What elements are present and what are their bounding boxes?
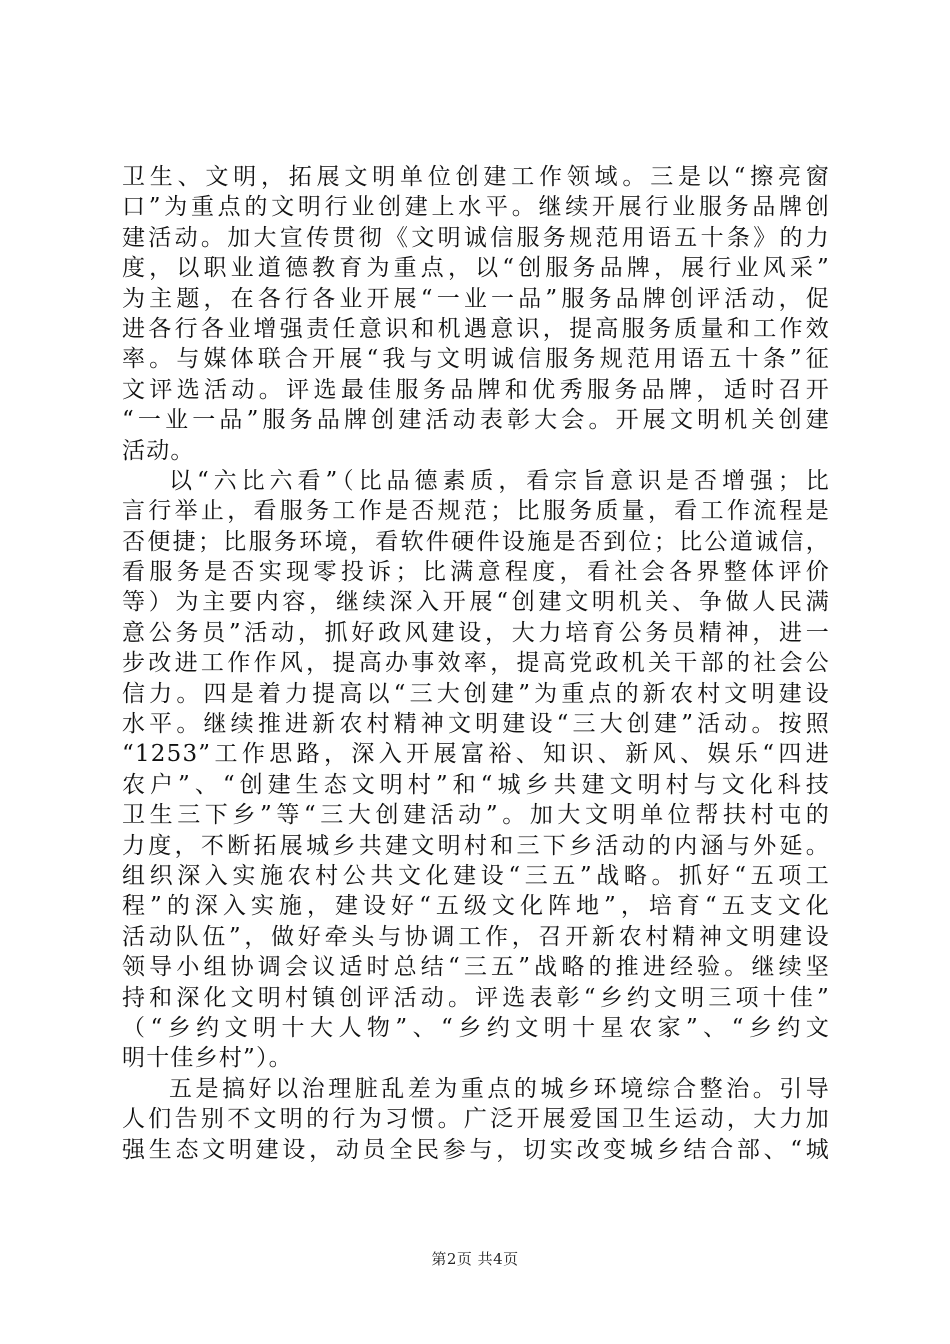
text-line: 程”的深入实施，建设好“五级文化阵地”，培育“五支文化 [122, 893, 830, 920]
text-line: “一业一品”服务品牌创建活动表彰大会。开展文明机关创建 [122, 407, 830, 434]
text-line: 以“六比六看”（比品德素质，看宗旨意识是否增强；比 [169, 467, 830, 494]
text-line: 进各行各业增强责任意识和机遇意识，提高服务质量和工作效 [122, 315, 830, 342]
body-text [122, 162, 830, 1165]
text-line: 组织深入实施农村公共文化建设“三五”战略。抓好“五项工 [122, 862, 830, 889]
text-line: 意公务员”活动，抓好政风建设，大力培育公务员精神，进一 [122, 619, 830, 646]
text-line: 建活动。加大宣传贯彻《文明诚信服务规范用语五十条》的力 [122, 224, 830, 251]
text-line: 领导小组协调会议适时总结“三五”战略的推进经验。继续坚 [122, 954, 830, 981]
text-line: 力度，不断拓展城乡共建文明村和三下乡活动的内涵与外延。 [122, 832, 830, 859]
text-line: 步改进工作作风，提高办事效率，提高党政机关干部的社会公 [122, 650, 830, 677]
text-line: 文评选活动。评选最佳服务品牌和优秀服务品牌，适时召开 [122, 376, 830, 403]
text-line: 活动。 [122, 437, 195, 464]
text-line: 为主题，在各行各业开展“一业一品”服务品牌创评活动，促 [122, 285, 830, 312]
text-line: 五是搞好以治理脏乱差为重点的城乡环境综合整治。引导 [169, 1075, 830, 1102]
text-line: 卫生、文明，拓展文明单位创建工作领域。三是以“擦亮窗 [122, 164, 830, 190]
text-line: （“乡约文明十大人物”、“乡约文明十星农家”、“乡约文 [122, 1014, 830, 1041]
text-line: 率。与媒体联合开展“我与文明诚信服务规范用语五十条”征 [122, 346, 830, 373]
text-line: 否便捷；比服务环境，看软件硬件设施是否到位；比公道诚信， [122, 528, 830, 555]
text-line: 卫生三下乡”等“三大创建活动”。加大文明单位帮扶村屯的 [122, 802, 830, 829]
text-line: 人们告别不文明的行为习惯。广泛开展爱国卫生运动，大力加 [122, 1106, 830, 1133]
text-line: 等）为主要内容，继续深入开展“创建文明机关、争做人民满 [122, 589, 830, 616]
page-number-footer: 第2页 共4页 [431, 1250, 519, 1268]
text-line: 强生态文明建设，动员全民参与，切实改变城乡结合部、“城 [122, 1136, 830, 1163]
text-line: 言行举止，看服务工作是否规范；比服务质量，看工作流程是 [122, 498, 830, 525]
text-line: 水平。继续推进新农村精神文明建设“三大创建”活动。按照 [122, 711, 830, 738]
text-line: 明十佳乡村”）。 [122, 1045, 293, 1072]
text-line: 口”为重点的文明行业创建上水平。继续开展行业服务品牌创 [122, 194, 830, 221]
text-line: 农户”、“创建生态文明村”和“城乡共建文明村与文化科技 [122, 771, 830, 798]
text-line: 度，以职业道德教育为重点，以“创服务品牌，展行业风采” [122, 255, 830, 282]
text-line: 看服务是否实现零投诉；比满意程度，看社会各界整体评价 [122, 559, 830, 586]
text-line: 信力。四是着力提高以“三大创建”为重点的新农村文明建设 [122, 680, 830, 707]
text-line: 持和深化文明村镇创评活动。评选表彰“乡约文明三项十佳” [122, 984, 830, 1011]
text-line: “1253”工作思路，深入开展富裕、知识、新风、娱乐“四进 [122, 741, 830, 768]
text-line: 活动队伍”，做好牵头与协调工作，召开新农村精神文明建设 [122, 923, 830, 950]
